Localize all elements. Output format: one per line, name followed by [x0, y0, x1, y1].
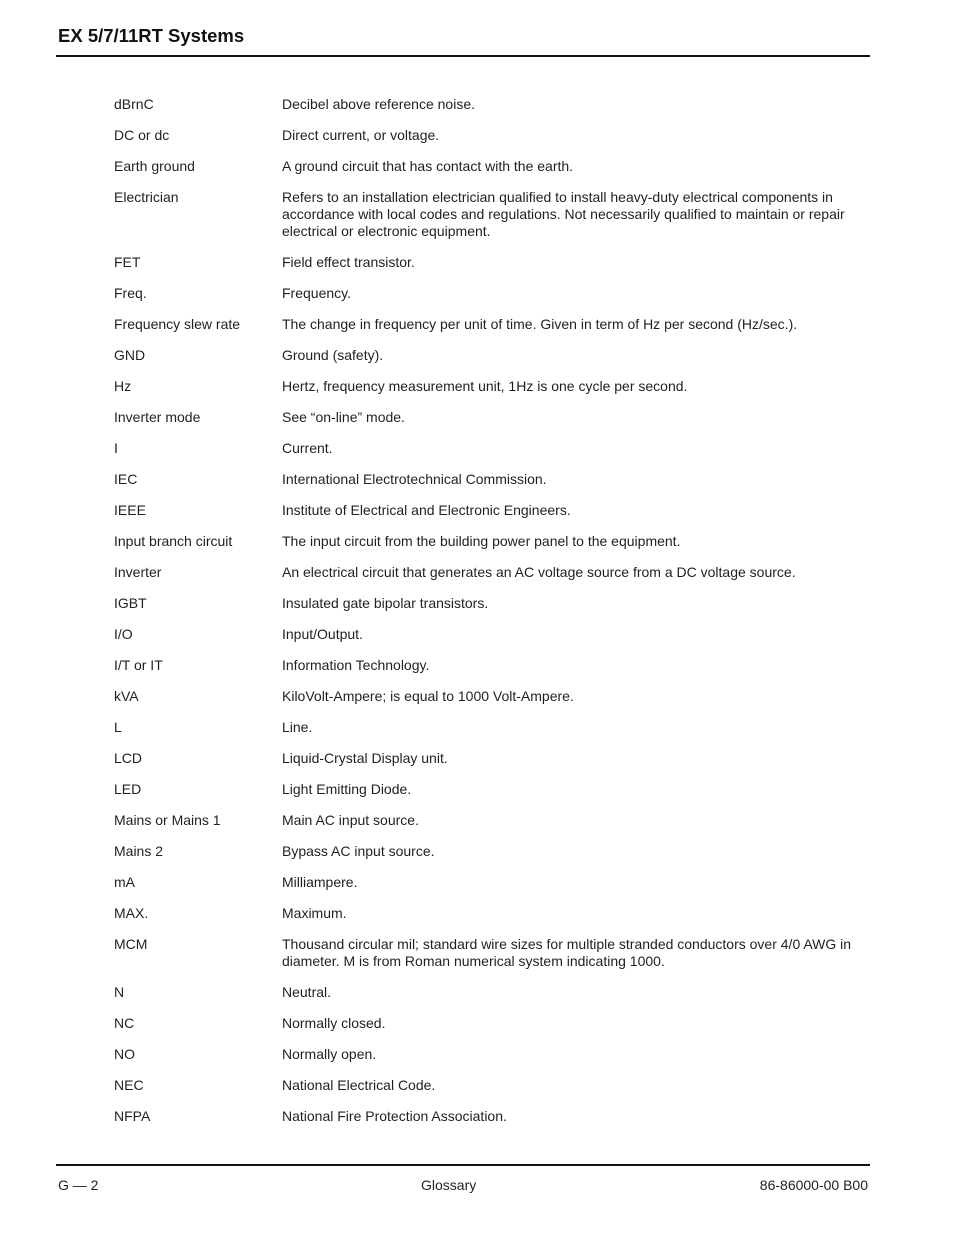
glossary-entry [114, 378, 860, 395]
glossary-term: kVA [114, 688, 139, 704]
footer-document-number: 86-86000-00 B00 [759, 1177, 868, 1193]
glossary-definition: Refers to an installation electrician qualified to install heavy-duty electrical components in accordance with local codes and regulations. Not necessarily qualified to maintain or repair electrical or electronic equipment. [282, 189, 845, 239]
glossary-definition: Milliampere. [282, 874, 358, 890]
glossary-entry [114, 984, 860, 1001]
glossary-entry [114, 96, 860, 113]
glossary-entry [114, 874, 860, 891]
glossary-entry [114, 936, 860, 970]
glossary-list [114, 96, 860, 1139]
glossary-definition: Light Emitting Diode. [282, 781, 412, 797]
glossary-entry [114, 1108, 860, 1125]
glossary-definition: International Electrotechnical Commission. [282, 471, 547, 487]
glossary-entry [114, 189, 860, 240]
glossary-definition: An electrical circuit that generates an AC voltage source from a DC voltage source. [282, 564, 796, 580]
glossary-entry [114, 719, 860, 736]
glossary-definition: Line. [282, 719, 313, 735]
glossary-definition: Main AC input source. [282, 812, 419, 828]
glossary-entry [114, 688, 860, 705]
footer-section-name: Glossary [421, 1177, 477, 1193]
glossary-definition: Direct current, or voltage. [282, 127, 440, 143]
glossary-definition: National Fire Protection Association. [282, 1108, 507, 1124]
header-divider [56, 55, 870, 57]
glossary-entry [114, 347, 860, 364]
glossary-entry [114, 905, 860, 922]
glossary-entry [114, 1077, 860, 1094]
glossary-term: Frequency slew rate [114, 316, 241, 332]
glossary-definition: National Electrical Code. [282, 1077, 436, 1093]
glossary-definition: Neutral. [282, 984, 332, 1000]
glossary-entry [114, 812, 860, 829]
glossary-definition: Bypass AC input source. [282, 843, 435, 859]
glossary-entry [114, 471, 860, 488]
glossary-definition: Input/Output. [282, 626, 363, 642]
glossary-term: L [114, 719, 122, 735]
glossary-term: mA [114, 874, 135, 890]
glossary-term: I [114, 440, 118, 456]
glossary-term: Electrician [114, 189, 179, 205]
glossary-term: Input branch circuit [114, 533, 233, 549]
glossary-term: Earth ground [114, 158, 195, 174]
glossary-definition: Thousand circular mil; standard wire sizes for multiple stranded conductors over 4/0 AWG in diameter. M is from Roman numerical system indicating 1000. [282, 936, 852, 969]
glossary-definition: Insulated gate bipolar transistors. [282, 595, 489, 611]
glossary-term: Freq. [114, 285, 147, 301]
glossary-definition: Ground (safety). [282, 347, 384, 363]
glossary-term: I/T or IT [114, 657, 163, 673]
glossary-definition: See “on-line” mode. [282, 409, 405, 425]
glossary-term: LED [114, 781, 142, 797]
glossary-term: MCM [114, 936, 148, 952]
glossary-term: NFPA [114, 1108, 151, 1124]
glossary-definition: The change in frequency per unit of time. Given in term of Hz per second (Hz/sec.). [282, 316, 798, 332]
glossary-term: FET [114, 254, 141, 270]
glossary-entry [114, 657, 860, 674]
glossary-definition: Liquid-Crystal Display unit. [282, 750, 448, 766]
glossary-definition: The input circuit from the building power panel to the equipment. [282, 533, 681, 549]
glossary-term: DC or dc [114, 127, 170, 143]
page-header-title: EX 5/7/11RT Systems [58, 25, 245, 46]
glossary-entry [114, 440, 860, 457]
glossary-definition: Field effect transistor. [282, 254, 415, 270]
glossary-term: IEEE [114, 502, 146, 518]
glossary-definition: Institute of Electrical and Electronic Engineers. [282, 502, 571, 518]
glossary-definition: Frequency. [282, 285, 351, 301]
glossary-definition: Decibel above reference noise. [282, 96, 476, 112]
glossary-term: LCD [114, 750, 143, 766]
glossary-definition: Maximum. [282, 905, 347, 921]
glossary-definition: Hertz, frequency measurement unit, 1Hz is one cycle per second. [282, 378, 688, 394]
glossary-term: NO [114, 1046, 135, 1062]
glossary-definition: Information Technology. [282, 657, 430, 673]
glossary-term: Inverter mode [114, 409, 201, 425]
glossary-term: NEC [114, 1077, 144, 1093]
glossary-term: Inverter [114, 564, 162, 580]
glossary-entry [114, 595, 860, 612]
glossary-definition: A ground circuit that has contact with the earth. [282, 158, 574, 174]
glossary-entry [114, 285, 860, 302]
glossary-term: IEC [114, 471, 138, 487]
glossary-entry [114, 750, 860, 767]
glossary-entry [114, 254, 860, 271]
glossary-term: N [114, 984, 125, 1000]
footer-divider [56, 1164, 870, 1166]
glossary-entry [114, 409, 860, 426]
glossary-term: Mains 2 [114, 843, 164, 859]
glossary-entry [114, 1046, 860, 1063]
glossary-definition: Normally closed. [282, 1015, 386, 1031]
glossary-entry [114, 316, 860, 333]
glossary-term: I/O [114, 626, 133, 642]
glossary-term: IGBT [114, 595, 147, 611]
glossary-definition: Normally open. [282, 1046, 377, 1062]
glossary-entry [114, 158, 860, 175]
glossary-entry [114, 781, 860, 798]
glossary-entry [114, 533, 860, 550]
glossary-entry [114, 1015, 860, 1032]
glossary-entry [114, 843, 860, 860]
glossary-term: dBrnC [114, 96, 154, 112]
glossary-definition: Current. [282, 440, 333, 456]
glossary-entry [114, 502, 860, 519]
glossary-term: MAX. [114, 905, 149, 921]
glossary-term: NC [114, 1015, 135, 1031]
glossary-term: Mains or Mains 1 [114, 812, 221, 828]
glossary-entry [114, 564, 860, 581]
glossary-definition: KiloVolt-Ampere; is equal to 1000 Volt-Ampere. [282, 688, 574, 704]
glossary-term: GND [114, 347, 146, 363]
glossary-entry [114, 626, 860, 643]
footer-page-number: G — 2 [58, 1177, 99, 1193]
glossary-term: Hz [114, 378, 132, 394]
glossary-entry [114, 127, 860, 144]
